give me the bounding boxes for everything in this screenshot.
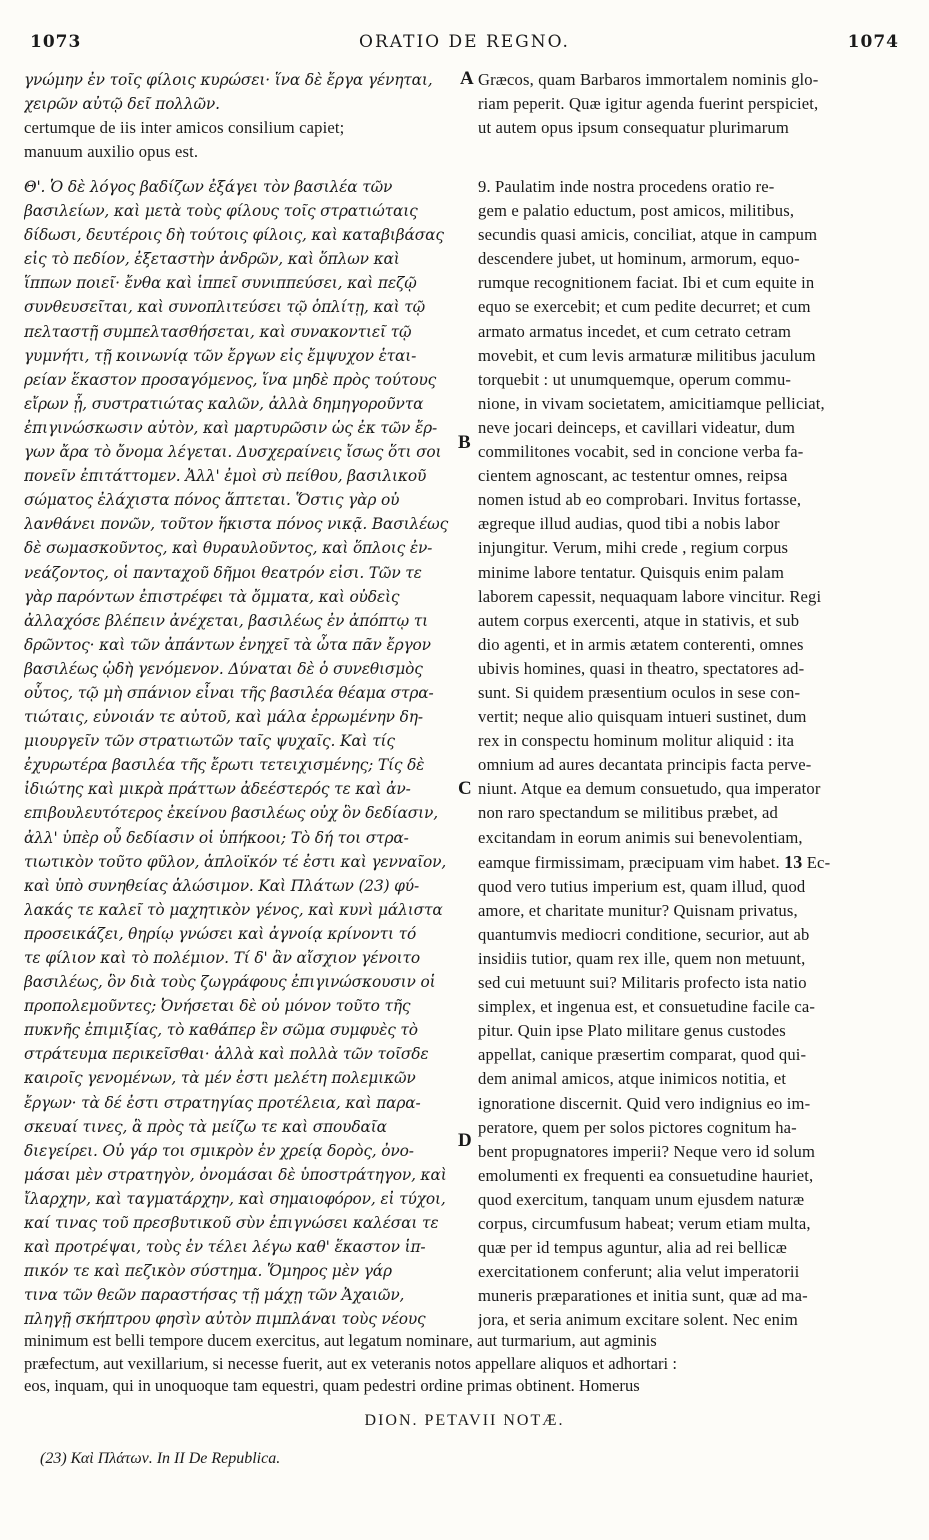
text-line: riam peperit. Quæ igitur agenda fuerint perspiciet, (478, 94, 819, 114)
text-line: καὶ προτρέψαι, τοὺς ἐν τέλει λέγω καθ' ἕκαστον ἱπ- (24, 1238, 426, 1257)
page-number-right: 1074 (847, 32, 899, 52)
margin-marker-b: B (458, 432, 471, 453)
text-line: descendere jubet, ut hominum, armorum, equo- (478, 249, 800, 269)
text-line: quod exercitum, tanquam unum ejusdem naturæ (478, 1189, 805, 1209)
latin-intro-left (24, 116, 464, 164)
text-line: exercitationem conferunt; alia velut imperatorii (478, 1262, 800, 1282)
text-line: προσεικάζει, θηρίῳ γνώσει καὶ ἀγνοίᾳ κρίνοντι τό (24, 924, 417, 943)
text-line: γυμνήτι, τῇ κοινωνίᾳ τῶν ἔργων εἰς ἔμψυχον ἑται- (24, 346, 417, 365)
text-line: sed cui metuunt sui? Militaris profecto ista natio (478, 973, 807, 993)
greek-intro (24, 68, 464, 116)
text-line: equo se exercebit; et cum pedite decurret; et cum (478, 297, 811, 317)
text-line: minime labore tentatur. Quisquis enim palam (478, 562, 784, 582)
text-line: excitandam in eorum animis sui benevolentiam, (478, 827, 803, 847)
margin-marker-d: D (458, 1130, 472, 1151)
text-line: peratore, quem per solos pictores cognitum ha- (478, 1117, 797, 1137)
text-line: πυκνῆς ἐπιμιξίας, τὸ καθάπερ ἓν σῶμα συμφυὲς τὸ (24, 1021, 418, 1040)
text-line: niunt. Atque ea demum consuetudo, qua imperator (478, 779, 821, 799)
text-line: σώματος ἐλάχιστα πόνος ἅπτεται. Ὅστις γὰρ οὐ (24, 491, 400, 510)
text-line: εἰς τὸ πεδίον, ἐξεταστὴν ἀνδρῶν, καὶ ὅπλων καὶ (24, 250, 400, 269)
text-line: ἔργων· τὰ δέ ἐστι στρατηγίας προτέλεια, καὶ παρα- (24, 1093, 421, 1112)
text-line: omnium ad aures decantata principis facta perve- (478, 755, 812, 775)
text-line: insidiis tutior, quam rex ille, quem non metuunt, (478, 949, 806, 968)
text-line: τιωτικὸν τοῦτο φῦλον, ἁπλοϊκόν τέ ἐστι καὶ γενναῖον, (24, 852, 447, 871)
text-line: quæ per id tempus aguntur, alia ad rei bellicæ (478, 1238, 787, 1258)
text-line: injungitur. Verum, mihi crede , regium corpus (478, 538, 789, 558)
text-line: non raro spectandum se militibus præbet, ad (478, 803, 779, 823)
text-line: πονεῖν ἐπιτάττομεν. Ἀλλ' ἐμοὶ σὺ πείθου, βασιλικοῦ (24, 467, 427, 486)
text-line: emolumenti ex frequenti ea consuetudine hauriet, (478, 1165, 814, 1185)
latin-main-column (478, 175, 916, 1333)
text-line: λακάς τε καλεῖ τὸ μαχητικὸν γένος, καὶ κυνὶ μάλιστα (24, 900, 443, 919)
text-line: simplex, et ingenua est, et consuetudine facile ca- (478, 997, 816, 1017)
text-line: δὲ σωμασκοῦντος, καὶ θυραυλοῦντος, καὶ ὅπλοις ἐν- (24, 539, 433, 558)
latin-full-width (24, 1330, 914, 1398)
text-line: certumque de iis inter amicos consilium capiet; (24, 118, 345, 137)
text-line: laborem capessit, nequaquam labore vincitur. Regi (478, 586, 822, 606)
text-line: Græcos, quam Barbaros immortalem nominis glo- (478, 70, 819, 89)
text-line: bent propugnatores imperii? Neque vero id solum (478, 1141, 815, 1161)
text-line: ubivis homines, quasi in theatro, spectatores ad- (478, 658, 805, 678)
page-header (24, 26, 905, 56)
text-line: καιροῖς γενομένων, τὰ μέν ἐστι μελέτη πολεμικῶν (24, 1069, 416, 1088)
text-line: ἴλαρχην, καὶ ταγματάρχην, καὶ σημαιοφόρον, εἰ τύχοι, (24, 1189, 446, 1208)
text-line: ἀλλ' ὑπὲρ οὗ δεδίασιν οἱ ὑπήκοοι; Τὸ δή τοι στρα- (24, 828, 409, 847)
text-line: secundis quasi amicis, conciliat, atque in campum (478, 225, 818, 245)
text-line: διεγείρει. Οὐ γάρ τοι σμικρὸν ἐν χρείᾳ δορὸς, ὀνο- (24, 1141, 414, 1160)
text-line: minimum est belli tempore ducem exercitus, aut legatum nominare, aut turmarium, aut agminis (24, 1331, 657, 1350)
text-line: nomen istud ab eo comprobari. Invitus fortasse, (478, 490, 802, 510)
text-line: ut autem opus ipsum consequatur plurimarum (478, 118, 789, 138)
text-line: προπολεμοῦντες; Ὀνήσεται δὲ οὐ μόνον τοῦτο τῆς (24, 997, 411, 1016)
text-line: νεάζοντος, οἱ πανταχοῦ δῆμοι θεατρόν εἰσι. Τῶν τε (24, 563, 422, 582)
text-line: τιώταις, εὐνοιάν τε αὐτοῦ, καὶ μάλα ἐρρωμένην δη- (24, 708, 423, 727)
text-line: autem corpus exercenti, atque in stativis, et sub (478, 610, 800, 630)
text-line: μάσαι μὲν στρατηγὸν, ὀνομάσαι δὲ ὑποστράτηγον, καὶ (24, 1165, 447, 1184)
text-line: συνθευσεῖται, καὶ συνοπλιτεύσει τῷ ὁπλίτῃ, καὶ τῷ (24, 298, 426, 317)
text-line: ἵππων ποιεῖ· ἔνθα καὶ ἱππεῖ συνιππεύσει, καὶ πεζῷ (24, 274, 417, 293)
text-line: βασιλείων, καὶ μετὰ τοὺς φίλους τοῖς στρατιώταις (24, 202, 418, 221)
text-line: armato armatus incedet, et cum cetrato cetram (478, 321, 792, 341)
text-line: corpus, circumfusum habeat; verum etiam multa, (478, 1214, 811, 1234)
text-line: manuum auxilio opus est. (24, 142, 199, 162)
text-line: βασιλέως ᾠδὴ γενόμενον. Δύναται δὲ ὁ συνεθισμὸς (24, 659, 423, 678)
text-line: γνώμην ἐν τοῖς φίλοις κυρώσει· ἵνα δὲ ἔργα γένηται, (24, 71, 433, 89)
text-line: jora, et seria animum excitare solent. Nec enim (478, 1310, 798, 1330)
text-line: καί τινας τοῦ πρεσβυτικοῦ σὺν ἐπιγνώσει καλέσαι τε (24, 1214, 439, 1233)
text-line: σκευαί τινες, ἃ πρὸς τὰ μείζω τε καὶ σπουδαῖα (24, 1117, 387, 1136)
text-line: appellat, canique præsertim comparat, quod qui- (478, 1045, 807, 1065)
text-line: οὗτος, τῷ μὴ σπάνιον εἶναι τῆς βασιλέα θέαμα στρα- (24, 683, 434, 702)
footnote: (23) Καὶ Πλάτων. In II De Republica. (40, 1450, 281, 1467)
text-line: ἐχυρωτέρα βασιλέα τῆς ἔρωτι τετειχισμένης; Τίς δὲ (24, 756, 425, 775)
text-line: sunt. Si quidem præsentium oculos in sese con- (478, 682, 801, 702)
text-line: λανθάνει πονῶν, τοῦτον ἥκιστα πόνος νικᾷ. Βασιλέως (24, 515, 449, 534)
text-line: cientem agnoscant, ac testentur omnes, reipsa (478, 466, 788, 486)
text-line: πελταστῇ συμπελτασθήσεται, καὶ συνακοντιεῖ τῷ (24, 322, 412, 341)
text-line: neve jocari deinceps, et cavillari videatur, dum (478, 417, 796, 437)
running-title: ORATIO DE REGNO. (359, 32, 570, 52)
text-line: dem animal amicos, atque inimicos notitia, et (478, 1069, 787, 1089)
text-line: ignoratione discernit. Quid vero indignius eo im- (478, 1093, 811, 1113)
text-line: τε φίλιον καὶ τὸ πολέμιον. Τί δ' ἂν αἴσχιον γένοιτο (24, 949, 420, 967)
text-line: quantumvis mediocri conditione, securior, aut ab (478, 924, 810, 944)
section-number: 13 (784, 851, 803, 872)
text-line: στράτευμα περικεῖσθαι· ἀλλὰ καὶ πολλὰ τῶν τοῖσδε (24, 1045, 429, 1064)
text-line: pitur. Quin ipse Plato militare genus custodes (478, 1021, 786, 1041)
text-line: γὰρ παρόντων ἐπιστρέφει τὰ ὄμματα, καὶ οὐδεὶς (24, 587, 400, 606)
margin-marker-c: C (458, 778, 472, 799)
notes-heading: DION. PETAVII NOTÆ. (364, 1412, 565, 1429)
text-line: Θ'. Ὁ δὲ λόγος βαδίζων ἐξάγει τὸν βασιλέα τῶν (24, 178, 393, 196)
text-line: δίδωσι, δευτέροις δὴ τούτοις φίλοις, καὶ καταβιβάσας (24, 226, 444, 245)
text-line: torquebit : ut unumquemque, operum commu- (478, 369, 792, 389)
text-line: καὶ ὑπὸ συνηθείας ἁλώσιμον. Καὶ Πλάτων (23) φύ- (24, 876, 420, 895)
text-line: πικόν τε καὶ πεζικὸν σύστημα. Ὅμηρος μὲν γάρ (24, 1262, 392, 1281)
page-number-left: 1073 (30, 32, 82, 52)
text-line: γων ἄρα τὸ ὄνομα λέγεται. Δυσχεραίνεις ἴσως ὅτι σοι (24, 443, 442, 462)
text-line: ἀλλαχόσε βλέπειν ἀνέχεται, βασιλέως ἐν ἀπόπτῳ τι (24, 611, 429, 630)
text-line: amore, et charitate munitur? Quisnam privatus, (478, 900, 798, 920)
text-line: rumque recognitionem faciat. Ibi et cum equite in (478, 273, 815, 293)
text-line: εἴρων ᾖ, συστρατιώτας καλῶν, ἀλλὰ δημηγοροῦντα (24, 394, 424, 413)
text-line: gem e palatio eductum, post amicos, militibus, (478, 201, 795, 221)
text-line: βασιλέως, ὃν διὰ τοὺς ζωγράφους ἐπιγινώσκουσιν οἱ (24, 973, 436, 992)
margin-marker-a: A (460, 68, 474, 89)
text-line: ρείαν ἕκαστον προσαγόμενος, ἵνα μηδὲ πρὸς τούτους (24, 370, 437, 389)
text-line: rex in conspectu hominum molitur aliquid : ita (478, 731, 795, 751)
text-line: δρῶντος· καὶ τῶν ἀπάντων ἐνηχεῖ τὰ ὦτα πᾶν ἔργον (24, 635, 431, 654)
text-line: τινα τῶν θεῶν παραστήσας τῇ μάχῃ τῶν Ἀχαιῶν, (24, 1286, 405, 1305)
text-line: ἰδιώτης καὶ μικρὰ πράττων ἀδεέστερός τε καὶ ἀν- (24, 780, 411, 799)
text-line: πληγῇ σκήπτρου φησὶν αὐτὸν πιμπλάναι τοὺς νέους (24, 1310, 426, 1329)
text-line: muneris præparationes et initia sunt, quæ ad ma- (478, 1286, 808, 1306)
text-line: επιβουλευτότερος ἐκείνου βασιλέως οὐχ ὃν δεδίασιν, (24, 804, 438, 823)
text-line: movebit, et cum levis armaturæ militibus jaculum (478, 345, 816, 365)
text-line: χειρῶν αὐτῷ δεῖ πολλῶν. (24, 95, 220, 114)
text-line: ægreque illud audias, quod tibi a nobis labor (478, 514, 780, 534)
greek-main-column (24, 175, 464, 1332)
latin-intro-right (478, 68, 916, 140)
text-line: præfectum, aut vexillarium, si necesse fuerit, aut ex veteranis notos appellare aliquos et adhortari : (24, 1353, 677, 1373)
text-line: commilitones vocabit, sed in concione verba fa- (478, 442, 804, 462)
text-line: nione, in vivam societatem, amicitiamque pelliciat, (478, 393, 825, 413)
text-line: ἐπιγινώσκωσιν αὐτὸν, καὶ μαρτυρῶσιν ὡς ἐκ τῶν ἔρ- (24, 418, 438, 437)
text-line: quod vero tutius imperium est, quam illud, quod (478, 876, 806, 896)
text-line: eos, inquam, qui in unoquoque tam equestri, quam pedestri ordine primas obtinent. Homerus (24, 1376, 640, 1395)
text-line: 9. Paulatim inde nostra procedens oratio re- (478, 177, 775, 196)
text-line: eamque firmissimam, præcipuam vim habet. 13 Ec- (478, 851, 831, 872)
text-line: μιουργεῖν τῶν στρατιωτῶν ταῖς ψυχαῖς. Καὶ τίς (24, 732, 395, 751)
text-line: dio agenti, et in armis ætatem conterenti, omnes (478, 634, 804, 654)
text-line: vertit; neque alio quisquam intueri sustinet, dum (478, 707, 807, 727)
